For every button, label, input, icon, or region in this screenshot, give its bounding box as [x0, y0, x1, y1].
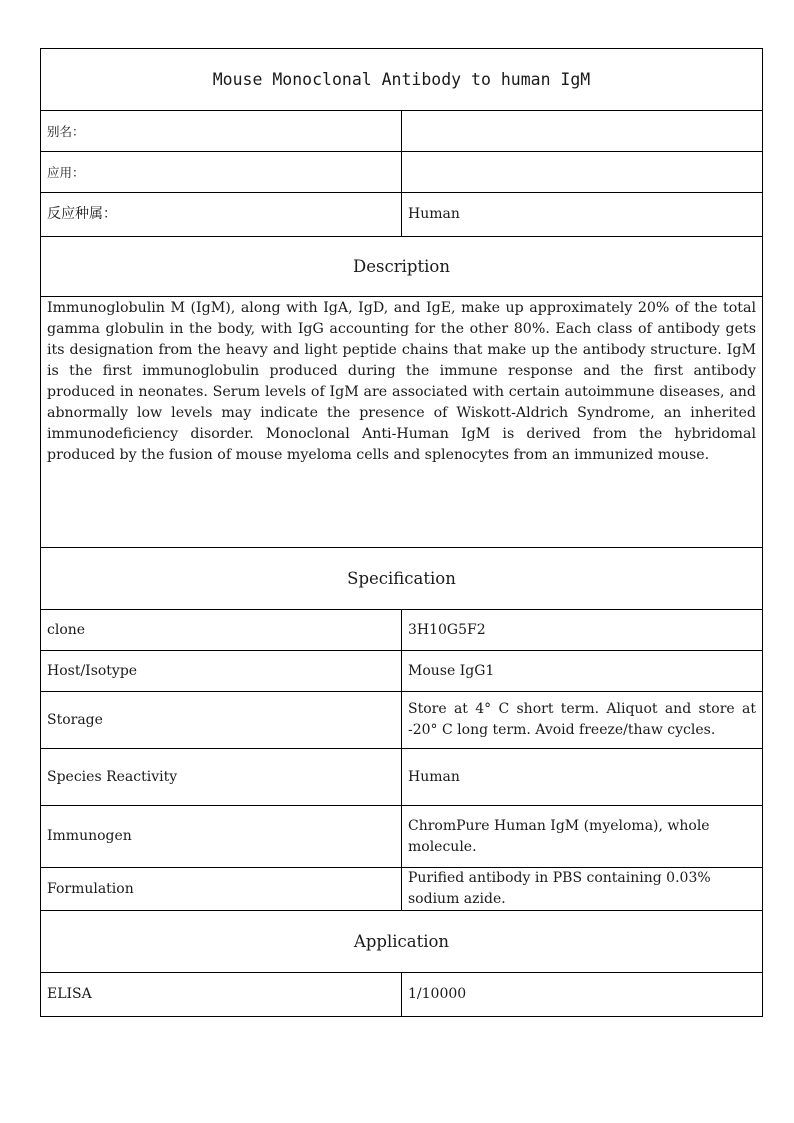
datasheet [40, 48, 763, 1017]
description-heading-row [41, 237, 763, 297]
spec-value: Purified antibody in PBS containing 0.03% sodium azide. [402, 868, 763, 911]
spec-row-formulation [41, 868, 763, 911]
spec-value: Store at 4° C short term. Aliquot and store at -20° C long term. Avoid freeze/thaw cycles. [402, 692, 763, 749]
spec-row-species-reactivity [41, 749, 763, 806]
species-label: 反应种属： [41, 193, 402, 237]
application-label: 应用： [41, 152, 402, 193]
spec-row-immunogen [41, 806, 763, 868]
application-heading-row [41, 911, 763, 973]
spec-value: ChromPure Human IgM (myeloma), whole molecule. [402, 806, 763, 868]
spec-row-storage [41, 692, 763, 749]
spec-label: Storage [41, 692, 402, 749]
application-value [402, 152, 763, 193]
application-info-row [41, 152, 763, 193]
spec-label: Host/Isotype [41, 651, 402, 692]
description-text [41, 297, 763, 548]
description-paragraph: Immunoglobulin M (IgM), along with IgA, IgD, and IgE, make up approximately 20% of the total gamma globulin in the body, with IgG accounting for the other 80%. Each class of antibody gets its designation from the heavy and light peptide chains that make up the antibody structure. IgM is the first immunoglobulin produced during the immune response and the first antibody produced in neonates. Serum levels of IgM are associated with certain autoimmune diseases, and abnormally low levels may indicate the presence of Wiskott-Aldrich Syndrome, an inherited immunodeficiency disorder. Monoclonal Anti-Human IgM is derived from the hybridomal produced by the fusion of mouse myeloma cells and splenocytes from an immunized mouse. [47, 300, 756, 463]
spec-label: Species Reactivity [41, 749, 402, 806]
datasheet-table [40, 48, 763, 1017]
species-row [41, 193, 763, 237]
alias-value [402, 111, 763, 152]
alias-row [41, 111, 763, 152]
title-row [41, 49, 763, 111]
application-dilution: 1/10000 [402, 973, 763, 1017]
specification-heading-row [41, 548, 763, 610]
application-method: ELISA [41, 973, 402, 1017]
spec-label: Formulation [41, 868, 402, 911]
specification-heading: Specification [41, 548, 763, 610]
application-heading: Application [41, 911, 763, 973]
spec-value: Mouse IgG1 [402, 651, 763, 692]
application-row-elisa [41, 973, 763, 1017]
spec-value: 3H10G5F2 [402, 610, 763, 651]
spec-label: Immunogen [41, 806, 402, 868]
description-body-row [41, 297, 763, 548]
spec-row-host-isotype [41, 651, 763, 692]
description-heading: Description [41, 237, 763, 297]
alias-label: 别名： [41, 111, 402, 152]
species-value: Human [402, 193, 763, 237]
spec-label: clone [41, 610, 402, 651]
spec-row-clone [41, 610, 763, 651]
page-title: Mouse Monoclonal Antibody to human IgM [41, 49, 763, 111]
spec-value: Human [402, 749, 763, 806]
